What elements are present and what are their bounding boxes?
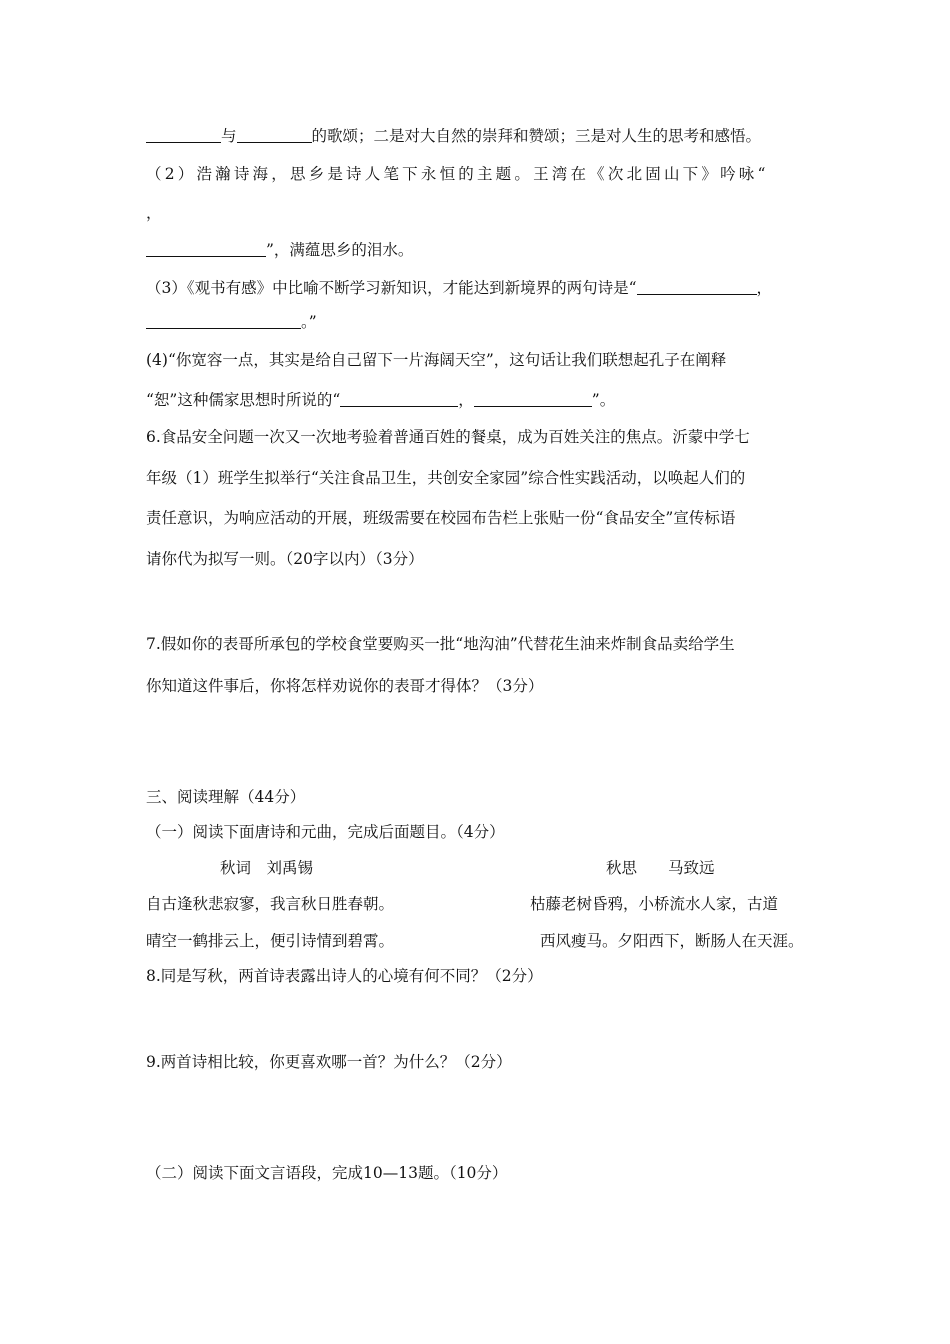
answer-blank[interactable]	[146, 127, 221, 143]
q6-line-1: 6.食品安全问题一次又一次地考验着普通百姓的餐桌，成为百姓关注的焦点。沂蒙中学七	[146, 428, 750, 446]
q5-part2-comma: ，	[146, 204, 162, 222]
q5-line-1	[146, 126, 761, 146]
answer-blank[interactable]	[340, 391, 458, 407]
q5-part4-line	[146, 350, 726, 370]
q9-line: 9.两首诗相比较，你更喜欢哪一首？为什么？（2分）	[146, 1053, 512, 1071]
q5-text: 与	[221, 127, 237, 145]
poem1-title: 秋词 刘禹锡	[220, 859, 314, 877]
q5-text: (4)“你宽容一点，其实是给自己留下一片海阔天空”，这句话让我们联想起孔子在阐释	[146, 351, 727, 369]
q5-part2-line-2	[146, 240, 413, 260]
poem2-title: 秋思 马致远	[606, 859, 715, 877]
q7-line-2: 你知道这件事后，你将怎样劝说你的表哥才得体？（3分）	[146, 677, 544, 695]
answer-blank[interactable]	[146, 313, 301, 329]
part1-heading: （一）阅读下面唐诗和元曲，完成后面题目。（4分）	[146, 823, 505, 841]
poem2-line-2: 西风瘦马。夕阳西下，断肠人在天涯。	[540, 932, 804, 950]
poem1-line-2: 晴空一鹤排云上，便引诗情到碧霄。	[146, 932, 395, 950]
poem2-line-1: 枯藤老树昏鸦，小桥流水人家，古道	[530, 895, 779, 913]
answer-blank[interactable]	[474, 391, 592, 407]
q5-part2-line	[146, 164, 769, 184]
q5-text: （2）浩瀚诗海，思乡是诗人笔下永恒的主题。王湾在《次北固山下》吟咏“	[146, 165, 769, 183]
q5-part3-line-2	[146, 312, 317, 332]
section-title: 三、阅读理解（44分）	[146, 788, 306, 806]
q6-line-4: 请你代为拟写一则。（20字以内）（3分）	[146, 550, 424, 568]
q7-line-1: 7.假如你的表哥所承包的学校食堂要购买一批“地沟油”代替花生油来炸制食品卖给学生	[146, 635, 735, 653]
q6-line-2: 年级（1）班学生拟举行“关注食品卫生，共创安全家园”综合性实践活动，以唤起人们的	[146, 469, 746, 487]
q5-text: （3）《观书有感》中比喻不断学习新知识，才能达到新境界的两句诗是“	[146, 279, 637, 297]
poem1-line-1: 自古逢秋悲寂寥，我言秋日胜春朝。	[146, 895, 395, 913]
q5-part3-line: （3）《观书有感》中比喻不断学习新知识，才能达到新境界的两句诗是“ ，	[146, 279, 773, 297]
q8-line: 8.同是写秋，两首诗表露出诗人的心境有何不同？（2分）	[146, 967, 543, 985]
q5-text: ”，满蕴思乡的泪水。	[266, 241, 414, 259]
answer-blank[interactable]	[146, 241, 266, 257]
answer-blank[interactable]	[637, 279, 757, 295]
part2-heading: （二）阅读下面文言语段，完成10—13题。（10分）	[146, 1164, 508, 1182]
q5-text: 的歌颂；二是对大自然的崇拜和赞颂；三是对人生的思考和感悟。	[311, 127, 762, 145]
answer-blank[interactable]	[237, 127, 312, 143]
q5-text: 。”	[301, 313, 317, 331]
q5-part4-line-2: “恕”这种儒家思想时所说的“ ， ”。	[146, 391, 616, 409]
q6-line-3: 责任意识，为响应活动的开展，班级需要在校园布告栏上张贴一份“食品安全”宣传标语	[146, 509, 736, 527]
